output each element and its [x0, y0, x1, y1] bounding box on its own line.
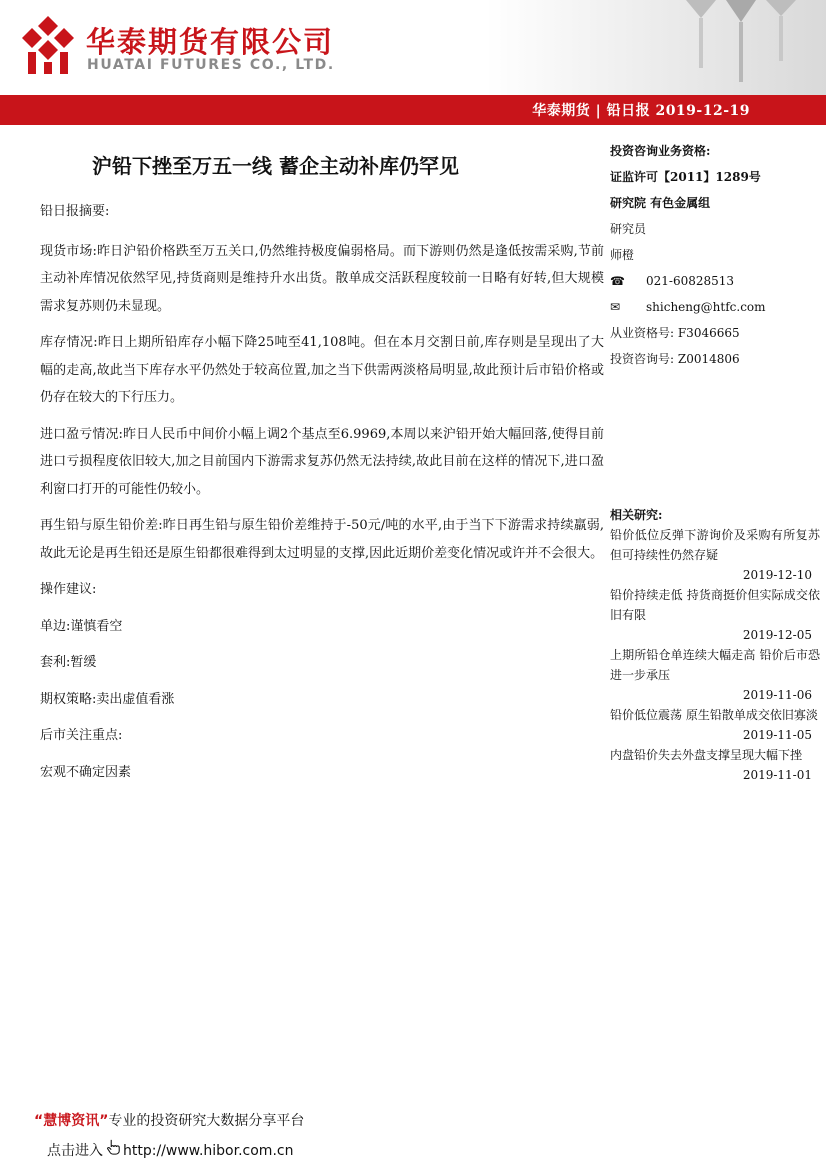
envelope-icon: ✉ — [610, 300, 621, 314]
analyst-role: 研究员 — [610, 222, 647, 236]
related-research — [610, 505, 820, 785]
summary-label: 铅日报摘要: — [40, 204, 110, 219]
report-header-label: 华泰期货 | 铅日报 2019-12-19 — [532, 103, 750, 119]
header-decoration — [486, 0, 826, 95]
brand-name-en: HUATAI FUTURES CO., LTD. — [87, 57, 335, 73]
phone-number: 021-60828513 — [646, 274, 735, 288]
related-item-date: 2019-11-01 — [742, 768, 812, 782]
department: 研究院 有色金属组 — [610, 196, 711, 210]
related-item-date: 2019-12-10 — [742, 568, 812, 582]
related-item-title[interactable]: 铅价低位反弹下游询价及采购有所复苏 但可持续性仍然存疑 — [610, 528, 820, 562]
strategy-label: 操作建议: — [40, 582, 97, 597]
hand-pointer-icon — [105, 1139, 121, 1155]
strategy-single: 单边:谨慎看空 — [40, 618, 123, 634]
phone-row — [610, 268, 820, 294]
phone-icon: ☎ — [610, 274, 625, 288]
related-item-date: 2019-11-06 — [742, 688, 812, 702]
report-title: 沪铅下挫至万五一线 蓄企主动补库仍罕见 — [92, 154, 459, 178]
paragraph-spread: 再生铅与原生铅价差:昨日再生铅与原生铅价差维持于-50元/吨的水平,由于当下下游需求持续羸弱,故此无论是再生铅还是原生铅都很难得到太过明显的支撑,因此近期价差变化情况或许并不会很大。 — [40, 518, 604, 561]
related-item-title[interactable]: 上期所铅仓单连续大幅走高 铅价后市恐进一步承压 — [610, 648, 820, 682]
footer-enter-label: 点击进入 — [47, 1143, 103, 1159]
qualification-title: 投资咨询业务资格: — [610, 144, 711, 158]
footer-link-row — [47, 1139, 293, 1160]
email-row — [610, 294, 820, 320]
report-body — [40, 198, 604, 786]
footer-url-link[interactable]: http://www.hibor.com.cn — [123, 1143, 294, 1159]
license-number: 证监许可【2011】1289号 — [610, 170, 761, 184]
footer-slogan-text: 专业的投资研究大数据分享平台 — [108, 1113, 305, 1129]
related-item-title[interactable]: 铅价持续走低 持货商挺价但实际成交依旧有限 — [610, 588, 820, 622]
paragraph-import: 进口盈亏情况:昨日人民币中间价小幅上调2个基点至6.9969,本周以来沪铅开始大幅回落,使得目前进口亏损程度依旧较大,加之目前国内下游需求复苏仍然无法持续,故此目前在这样的情况下,进口盈利窗口打开的可能性仍较小。 — [40, 426, 604, 497]
brand-name-cn: 华泰期货有限公司 — [86, 25, 335, 59]
page-header — [0, 0, 826, 95]
related-item-title[interactable]: 铅价低位震荡 原生铅散单成交依旧寡淡 — [610, 708, 818, 722]
footer-brand: “慧博资讯” — [34, 1113, 109, 1129]
focus-label: 后市关注重点: — [40, 728, 123, 743]
paragraph-spot-market: 现货市场:昨日沪铅价格跌至万五关口,仍然维持极度偏弱格局。而下游则仍然是逢低按需采购,节前主动补库情况依然罕见,持货商则是维持升水出货。散单成交活跃程度较前一日略有好转,但大规模需求复苏则仍未显现。 — [40, 243, 604, 314]
strategy-arbitrage: 套利:暂缓 — [40, 655, 97, 670]
email-address[interactable]: shicheng@htfc.com — [646, 300, 766, 314]
analyst-name: 师橙 — [610, 248, 635, 262]
footer-slogan — [34, 1110, 304, 1130]
paragraph-inventory: 库存情况:昨日上期所铅库存小幅下降25吨至41,108吨。但在本月交割日前,库存则是呈现出了大幅的走高,故此当下库存水平仍然处于较高位置,加之当下供需两淡格局明显,故此预计后市铅价格或仍存在较大的下行压力。 — [40, 335, 604, 405]
related-item-date: 2019-11-05 — [742, 728, 812, 742]
focus-item: 宏观不确定因素 — [40, 764, 132, 780]
certificate-number: 从业资格号: F3046665 — [610, 326, 740, 340]
consulting-number: 投资咨询号: Z0014806 — [610, 352, 740, 366]
huatai-logo-icon — [22, 16, 74, 74]
strategy-options: 期权策略:卖出虚值看涨 — [40, 691, 175, 707]
related-item-title[interactable]: 内盘铅价失去外盘支撑呈现大幅下挫 — [610, 748, 803, 762]
related-item-date: 2019-12-05 — [742, 628, 812, 642]
related-title: 相关研究: — [610, 508, 663, 522]
analyst-sidebar — [610, 138, 820, 372]
